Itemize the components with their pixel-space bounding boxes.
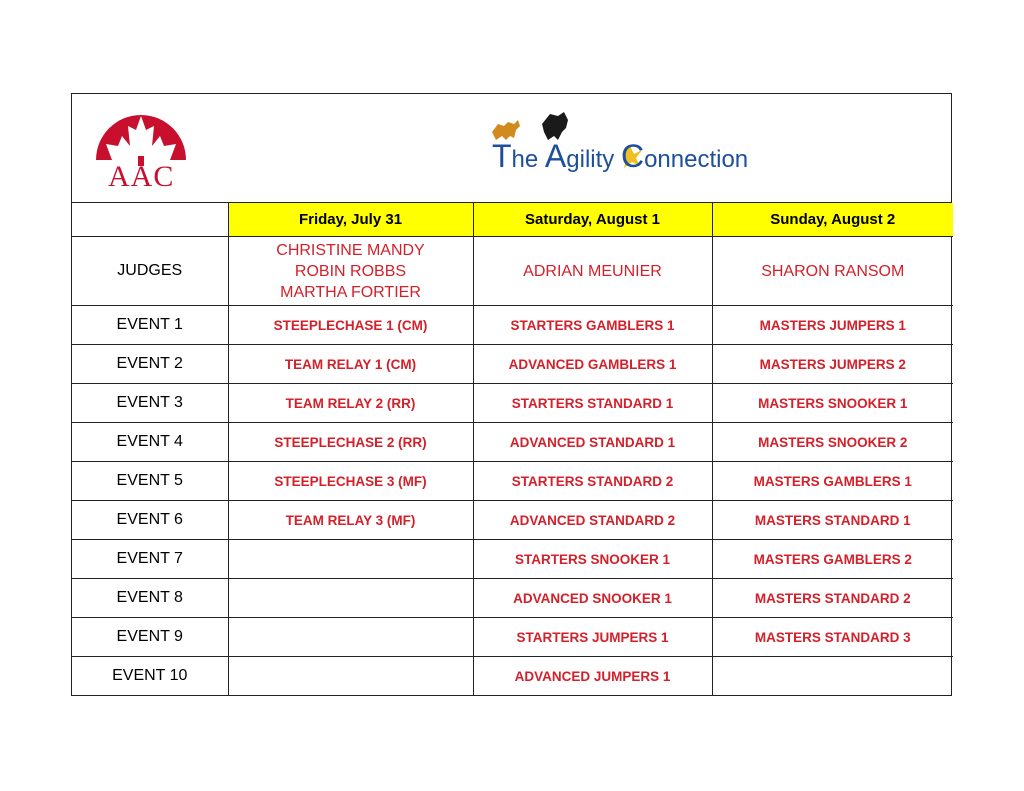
- event-row: [72, 462, 953, 501]
- judge-name: MARTHA FORTIER: [280, 283, 421, 301]
- event-label: EVENT 10: [72, 657, 228, 696]
- day-header-sunday: Sunday, August 2: [712, 203, 953, 237]
- event-cell-friday: [228, 579, 473, 618]
- logo-banner: [72, 94, 951, 203]
- event-cell-friday: STEEPLECHASE 1 (CM): [228, 306, 473, 345]
- event-cell-sunday: MASTERS STANDARD 2: [712, 579, 953, 618]
- event-cell-sunday: MASTERS GAMBLERS 1: [712, 462, 953, 501]
- event-label: EVENT 1: [72, 306, 228, 345]
- event-label: EVENT 5: [72, 462, 228, 501]
- event-cell-sunday: MASTERS SNOOKER 1: [712, 384, 953, 423]
- event-row: [72, 657, 953, 696]
- judges-label: JUDGES: [72, 237, 228, 306]
- event-cell-saturday: STARTERS JUMPERS 1: [473, 618, 712, 657]
- schedule-sheet: [71, 93, 952, 696]
- event-cell-friday: TEAM RELAY 3 (MF): [228, 501, 473, 540]
- event-cell-sunday: MASTERS GAMBLERS 2: [712, 540, 953, 579]
- event-row: [72, 618, 953, 657]
- day-header-friday: Friday, July 31: [228, 203, 473, 237]
- event-label: EVENT 7: [72, 540, 228, 579]
- judges-sunday: [712, 237, 953, 306]
- event-row: [72, 423, 953, 462]
- event-label: EVENT 3: [72, 384, 228, 423]
- event-cell-friday: [228, 540, 473, 579]
- event-label: EVENT 6: [72, 501, 228, 540]
- event-cell-sunday: MASTERS SNOOKER 2: [712, 423, 953, 462]
- event-row: [72, 384, 953, 423]
- event-row: [72, 306, 953, 345]
- corner-cell: [72, 203, 228, 237]
- event-cell-saturday: STARTERS GAMBLERS 1: [473, 306, 712, 345]
- judges-friday: [228, 237, 473, 306]
- event-cell-sunday: MASTERS JUMPERS 1: [712, 306, 953, 345]
- event-cell-saturday: ADVANCED JUMPERS 1: [473, 657, 712, 696]
- event-cell-sunday: MASTERS STANDARD 3: [712, 618, 953, 657]
- event-cell-friday: STEEPLECHASE 2 (RR): [228, 423, 473, 462]
- aac-logo-text: AAC: [108, 160, 175, 193]
- event-cell-friday: [228, 657, 473, 696]
- judge-name: ROBIN ROBBS: [294, 262, 407, 280]
- event-label: EVENT 4: [72, 423, 228, 462]
- judges-saturday: [473, 237, 712, 306]
- event-cell-saturday: ADVANCED SNOOKER 1: [473, 579, 712, 618]
- event-cell-friday: [228, 618, 473, 657]
- judges-row: [72, 237, 953, 306]
- judge-name: ADRIAN MEUNIER: [523, 262, 662, 280]
- event-cell-sunday: MASTERS JUMPERS 2: [712, 345, 953, 384]
- day-header-row: [72, 203, 953, 237]
- agility-connection-logo-text: The Agility Connection: [492, 138, 749, 174]
- event-cell-saturday: STARTERS SNOOKER 1: [473, 540, 712, 579]
- event-row: [72, 540, 953, 579]
- judge-name: SHARON RANSOM: [761, 262, 905, 280]
- event-label: EVENT 8: [72, 579, 228, 618]
- event-row: [72, 345, 953, 384]
- day-header-saturday: Saturday, August 1: [473, 203, 712, 237]
- event-cell-saturday: ADVANCED STANDARD 1: [473, 423, 712, 462]
- judge-name: CHRISTINE MANDY: [276, 241, 425, 259]
- event-cell-sunday: MASTERS STANDARD 1: [712, 501, 953, 540]
- event-row: [72, 579, 953, 618]
- event-label: EVENT 2: [72, 345, 228, 384]
- event-label: EVENT 9: [72, 618, 228, 657]
- event-cell-friday: STEEPLECHASE 3 (MF): [228, 462, 473, 501]
- event-cell-saturday: STARTERS STANDARD 2: [473, 462, 712, 501]
- event-cell-saturday: ADVANCED GAMBLERS 1: [473, 345, 712, 384]
- event-cell-saturday: ADVANCED STANDARD 2: [473, 501, 712, 540]
- event-row: [72, 501, 953, 540]
- event-cell-sunday: [712, 657, 953, 696]
- event-cell-saturday: STARTERS STANDARD 1: [473, 384, 712, 423]
- event-cell-friday: TEAM RELAY 1 (CM): [228, 345, 473, 384]
- event-cell-friday: TEAM RELAY 2 (RR): [228, 384, 473, 423]
- schedule-table: [72, 203, 953, 695]
